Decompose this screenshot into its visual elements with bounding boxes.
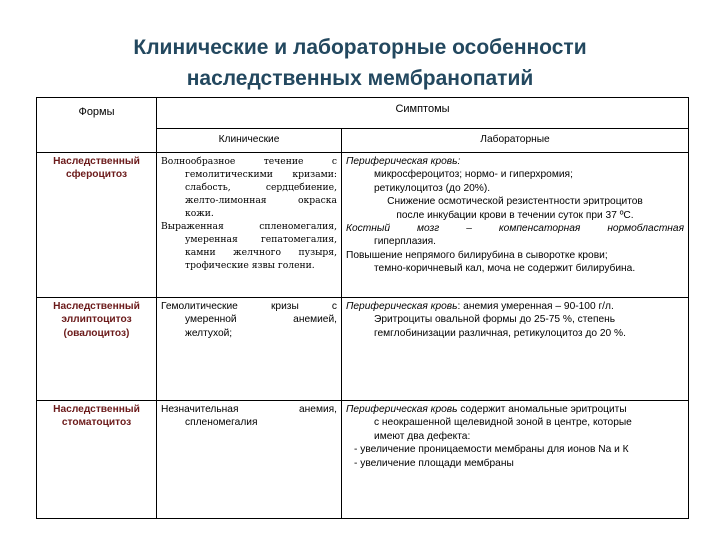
clinical-line: желто-лимонная окраска bbox=[185, 195, 337, 206]
clinical-line: спленомегалия bbox=[185, 417, 258, 429]
lab-line: гемглобинизации различная, ретикулоцитоз до 20 %. bbox=[374, 327, 626, 339]
lab-line: ретикулоцитоз (до 20%). bbox=[374, 182, 491, 194]
lab-line: Повышение непрямого билирубина в сыворотке крови; bbox=[346, 249, 608, 261]
clinical-cell bbox=[157, 298, 342, 401]
clinical-line: камни желчного пузыря, bbox=[185, 247, 337, 258]
title-line-2: наследственных мембранопатий bbox=[186, 67, 534, 90]
form-cell bbox=[37, 153, 157, 298]
form-name: эллиптоцитоз bbox=[61, 314, 132, 326]
lab-line: Снижение осмотической резистентности эритроцитов bbox=[387, 196, 643, 208]
clinical-line: трофические язвы голени. bbox=[185, 260, 315, 271]
title-line-1: Клинические и лабораторные особенности bbox=[133, 36, 587, 59]
clinical-line: умеренной анемией, bbox=[185, 314, 337, 326]
lab-line: имеют два дефекта: bbox=[374, 430, 471, 442]
clinical-line: Гемолитические кризы с bbox=[161, 301, 337, 312]
lab-line: - увеличение проницаемости мембраны для ионов Na и К bbox=[354, 444, 629, 456]
clinical-line: Незначительная анемия, bbox=[161, 404, 337, 415]
lab-cell bbox=[342, 298, 689, 401]
table-row bbox=[37, 401, 689, 519]
lab-label: Периферическая кровь bbox=[346, 404, 458, 415]
form-name: Наследственный bbox=[53, 301, 140, 312]
clinical-line: умеренная гепатомегалия, bbox=[185, 234, 337, 245]
lab-line: Эритроциты овальной формы до 25-75 %, степень bbox=[374, 314, 616, 326]
lab-cell bbox=[342, 401, 689, 519]
lab-line: : анемия умеренная – 90-100 г/л. bbox=[457, 301, 614, 312]
lab-label: Периферическая кровь: bbox=[346, 156, 461, 167]
lab-line: темно-коричневый кал, моча не содержит билирубина. bbox=[374, 263, 636, 275]
lab-line: содержит аномальные эритроциты bbox=[457, 404, 627, 415]
clinical-line: гемолитическими кризами: bbox=[185, 169, 337, 180]
form-name: Наследственный bbox=[53, 156, 140, 167]
lab-line: гиперплазия. bbox=[374, 236, 436, 248]
lab-line: микросфероцитоз; нормо- и гиперхромия; bbox=[374, 169, 573, 181]
lab-line: после инкубации крови в течении суток при 37 ºС. bbox=[396, 209, 634, 221]
lab-label: Периферическая кровь bbox=[346, 301, 458, 312]
lab-line: - увеличение площади мембраны bbox=[354, 457, 514, 469]
header-lab: Лабораторные bbox=[342, 129, 689, 153]
clinical-line: желтухой; bbox=[185, 327, 233, 339]
lab-cell bbox=[342, 153, 689, 298]
membranopathy-table bbox=[36, 97, 689, 519]
form-name: Наследственный bbox=[53, 404, 140, 415]
form-cell bbox=[37, 401, 157, 519]
header-clinical: Клинические bbox=[157, 129, 342, 153]
lab-line: с неокрашенной щелевидной зоной в центре, которые bbox=[374, 417, 632, 429]
clinical-line: Волнообразное течение с bbox=[161, 156, 337, 167]
clinical-cell bbox=[157, 153, 342, 298]
form-name: сфероцитоз bbox=[65, 169, 128, 181]
clinical-line: Выраженная спленомегалия, bbox=[161, 221, 337, 232]
form-cell bbox=[37, 298, 157, 401]
clinical-cell bbox=[157, 401, 342, 519]
form-name: стоматоцитоз bbox=[61, 417, 132, 429]
header-symptoms: Симптомы bbox=[157, 98, 689, 129]
form-name: (овалоцитоз) bbox=[63, 327, 130, 339]
table-row bbox=[37, 153, 689, 298]
clinical-line: кожи. bbox=[185, 208, 214, 219]
table-row bbox=[37, 298, 689, 401]
header-row bbox=[37, 98, 689, 129]
lab-line: Костный мозг – компенсаторная нормобластная bbox=[346, 223, 685, 235]
clinical-line: слабость, сердцебиение, bbox=[185, 182, 337, 193]
slide-title bbox=[0, 32, 720, 94]
header-forms: Формы bbox=[37, 98, 157, 153]
